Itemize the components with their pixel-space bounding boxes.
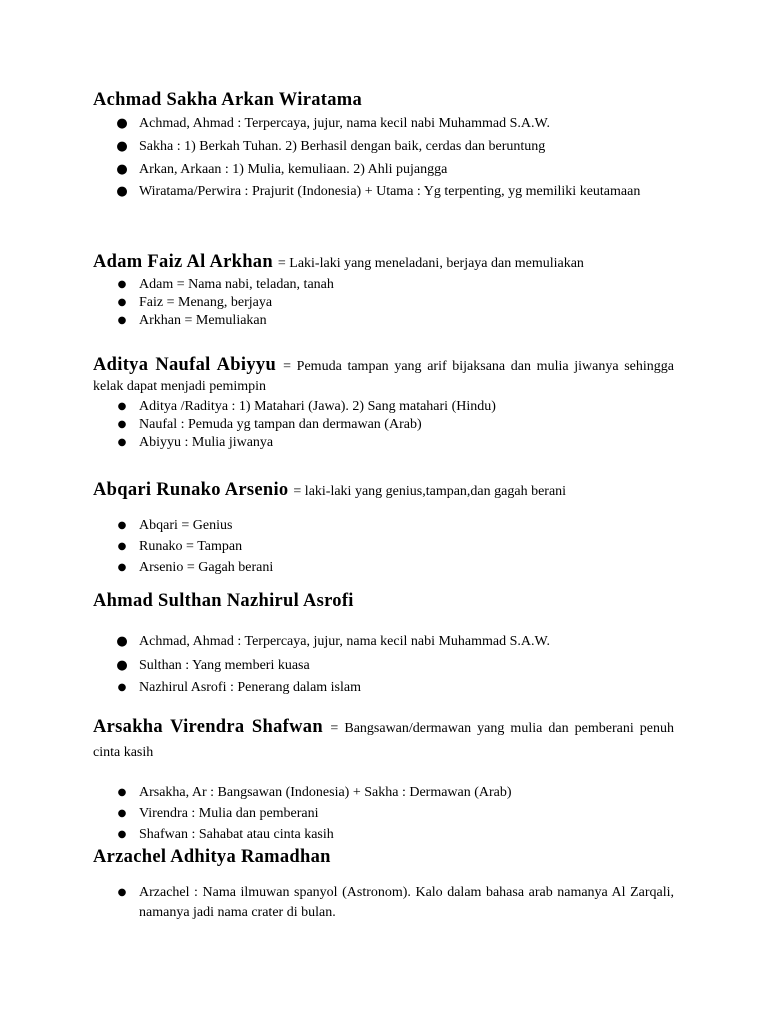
bullet-icon: ● xyxy=(117,808,127,819)
bullet-icon: ● xyxy=(116,634,128,649)
bullet-icon: ● xyxy=(117,401,127,412)
entry-title xyxy=(93,250,674,276)
bullet-icon: ● xyxy=(116,162,128,177)
list-item: ● Arkhan = Memuliakan xyxy=(117,313,267,328)
entry-title xyxy=(93,478,674,504)
list-item: ● Shafwan : Sahabat atau cinta kasih xyxy=(93,824,674,845)
list-item: ● Abiyyu : Mulia jiwanya xyxy=(117,435,274,450)
meaning-list xyxy=(93,883,674,923)
meaning-list xyxy=(93,782,674,845)
bullet-icon: ● xyxy=(117,279,127,290)
list-item: ● Arsenio = Gagah berani xyxy=(93,557,674,578)
bullet-icon: ● xyxy=(116,116,128,131)
list-item: ● Nazhirul Asrofi : Penerang dalam islam xyxy=(93,678,674,698)
list-item: ● Arkan, Arkaan : 1) Mulia, kemuliaan. 2) Ahli pujangga xyxy=(93,158,674,181)
bullet-icon: ● xyxy=(117,315,127,326)
entry-description: = laki-laki yang genius,tampan,dan gagah berani xyxy=(293,484,567,499)
entry-title xyxy=(93,716,674,764)
bullet-icon: ● xyxy=(117,297,127,308)
list-item: ● Arzachel : Nama ilmuwan spanyol (Astronom). Kalo dalam bahasa arab namanya Al Zarqali, namanya jadi nama crater di bulan. xyxy=(117,885,674,920)
entry-title xyxy=(93,356,674,396)
entry-description: = Pemuda tampan yang arif bijaksana dan mulia jiwanya sehingga kelak dapat menjadi pemimpin xyxy=(93,359,674,394)
bullet-icon: ● xyxy=(116,658,128,673)
list-item: ● Achmad, Ahmad : Terpercaya, jujur, nama kecil nabi Muhammad S.A.W. xyxy=(93,630,674,654)
name-entry xyxy=(93,716,674,845)
meaning-list xyxy=(93,515,674,578)
entry-name: Achmad Sakha Arkan Wiratama xyxy=(93,90,363,110)
bullet-icon: ● xyxy=(116,139,128,154)
name-entry xyxy=(93,478,674,578)
bullet-icon: ● xyxy=(117,829,127,840)
meaning-list xyxy=(93,112,674,201)
list-item: ● Arsakha, Ar : Bangsawan (Indonesia) + Sakha : Dermawan (Arab) xyxy=(93,782,674,803)
list-item: ● Sakha : 1) Berkah Tuhan. 2) Berhasil dengan baik, cerdas dan beruntung xyxy=(93,135,674,158)
list-item: ● Aditya /Raditya : 1) Matahari (Jawa). 2) Sang matahari (Hindu) xyxy=(117,399,496,414)
meaning-list xyxy=(93,630,674,698)
bullet-icon: ● xyxy=(117,437,127,448)
entry-name: Ahmad Sulthan Nazhirul Asrofi xyxy=(93,591,354,611)
list-item: ● Naufal : Pemuda yg tampan dan dermawan (Arab) xyxy=(117,417,422,432)
name-entry xyxy=(93,356,674,452)
name-entry xyxy=(93,589,674,698)
bullet-icon: ● xyxy=(117,541,127,552)
name-entry xyxy=(93,845,674,923)
entry-description: = Laki-laki yang meneladani, berjaya dan memuliakan xyxy=(277,256,584,271)
list-item: ● Adam = Nama nabi, teladan, tanah xyxy=(117,277,334,292)
list-item: ● Abqari = Genius xyxy=(93,515,674,536)
list-item: ● Virendra : Mulia dan pemberani xyxy=(93,803,674,824)
list-item: ● Runako = Tampan xyxy=(93,536,674,557)
bullet-icon: ● xyxy=(117,887,127,898)
entry-name: Adam Faiz Al Arkhan xyxy=(93,252,273,272)
meaning-list xyxy=(93,398,674,452)
bullet-icon: ● xyxy=(117,520,127,531)
entry-name: Abqari Runako Arsenio xyxy=(93,480,289,500)
entry-title xyxy=(93,589,674,613)
entry-name: Aditya Naufal Abiyyu xyxy=(93,355,277,375)
meaning-list xyxy=(93,276,674,330)
bullet-icon: ● xyxy=(117,419,127,430)
entry-name: Arsakha Virendra Shafwan xyxy=(93,717,323,737)
entry-title xyxy=(93,845,674,869)
list-item: ● Wiratama/Perwira : Prajurit (Indonesia) + Utama : Yg terpenting, yg memiliki keutamaan xyxy=(116,184,641,199)
list-item: ● Achmad, Ahmad : Terpercaya, jujur, nama kecil nabi Muhammad S.A.W. xyxy=(93,112,674,135)
name-entry xyxy=(93,88,674,201)
bullet-icon: ● xyxy=(116,184,128,199)
entry-name: Arzachel Adhitya Ramadhan xyxy=(93,847,331,867)
bullet-icon: ● xyxy=(117,787,127,798)
list-item: ● Sulthan : Yang memberi kuasa xyxy=(93,654,674,678)
entry-description: = Bangsawan/dermawan yang mulia dan pemberani penuh cinta kasih xyxy=(93,721,674,760)
bullet-icon: ● xyxy=(117,682,127,693)
list-item: ● Faiz = Menang, berjaya xyxy=(117,295,273,310)
entry-title xyxy=(93,88,674,112)
bullet-icon: ● xyxy=(117,562,127,573)
name-entry xyxy=(93,250,674,330)
